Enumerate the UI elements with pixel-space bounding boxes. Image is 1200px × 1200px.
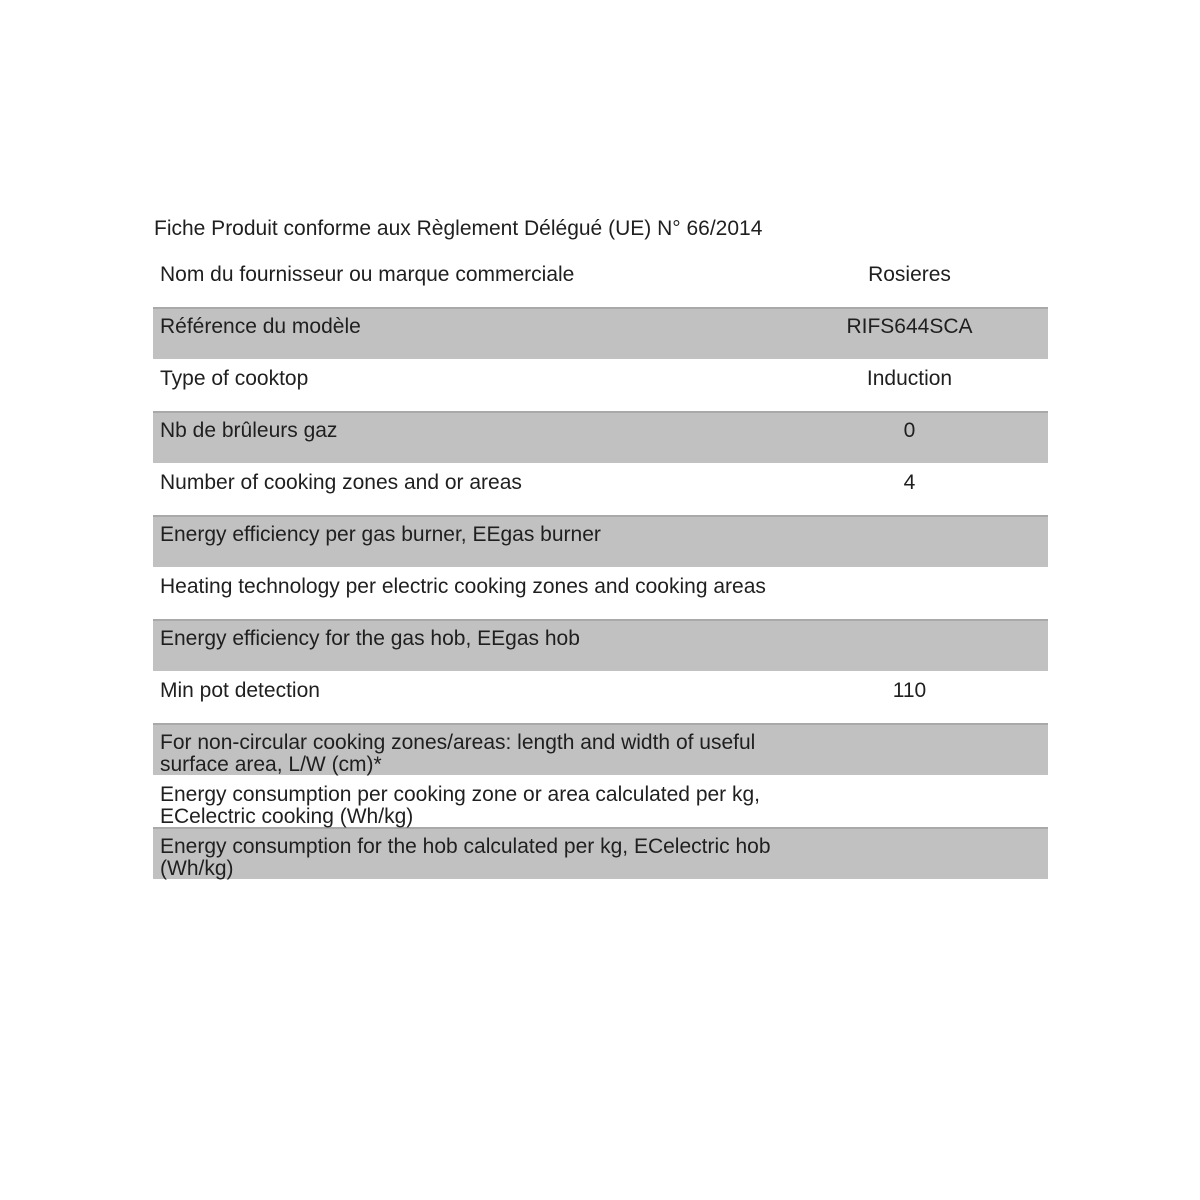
row-label: Energy consumption for the hob calculated per kg, ECelectric hob (Wh/kg) bbox=[160, 835, 771, 880]
row-label: Min pot detection bbox=[160, 679, 320, 702]
row-label: Energy efficiency per gas burner, EEgas burner bbox=[160, 523, 601, 546]
row-value: 4 bbox=[903, 471, 916, 494]
row-value: 0 bbox=[903, 419, 916, 442]
row-label: Energy efficiency for the gas hob, EEgas hob bbox=[160, 627, 580, 650]
row-value: Induction bbox=[866, 367, 953, 390]
table-row bbox=[153, 411, 1048, 463]
table-row bbox=[153, 567, 1048, 619]
row-value: RIFS644SCA bbox=[846, 315, 973, 338]
product-fiche bbox=[153, 218, 1048, 879]
row-value: 110 bbox=[892, 679, 927, 702]
table-row bbox=[153, 515, 1048, 567]
table-row bbox=[153, 255, 1048, 307]
spec-table bbox=[153, 255, 1048, 879]
row-label: Nb de brûleurs gaz bbox=[160, 419, 338, 442]
table-row bbox=[153, 463, 1048, 515]
row-label: Nom du fournisseur ou marque commerciale bbox=[160, 263, 575, 286]
table-row bbox=[153, 775, 1048, 827]
table-row bbox=[153, 619, 1048, 671]
table-row bbox=[153, 827, 1048, 879]
row-value: Rosieres bbox=[868, 263, 951, 286]
row-label: Référence du modèle bbox=[160, 315, 361, 338]
row-label: For non-circular cooking zones/areas: length and width of useful surface area, L/W (cm)* bbox=[160, 731, 756, 776]
page-title: Fiche Produit conforme aux Règlement Délégué (UE) N° 66/2014 bbox=[154, 217, 763, 240]
row-label: Number of cooking zones and or areas bbox=[160, 471, 522, 494]
row-label: Energy consumption per cooking zone or area calculated per kg, ECelectric cooking (Wh/kg) bbox=[160, 783, 761, 828]
table-row bbox=[153, 307, 1048, 359]
table-row bbox=[153, 671, 1048, 723]
row-label: Type of cooktop bbox=[160, 367, 309, 390]
table-row bbox=[153, 359, 1048, 411]
row-label: Heating technology per electric cooking zones and cooking areas bbox=[160, 575, 766, 598]
table-row bbox=[153, 723, 1048, 775]
